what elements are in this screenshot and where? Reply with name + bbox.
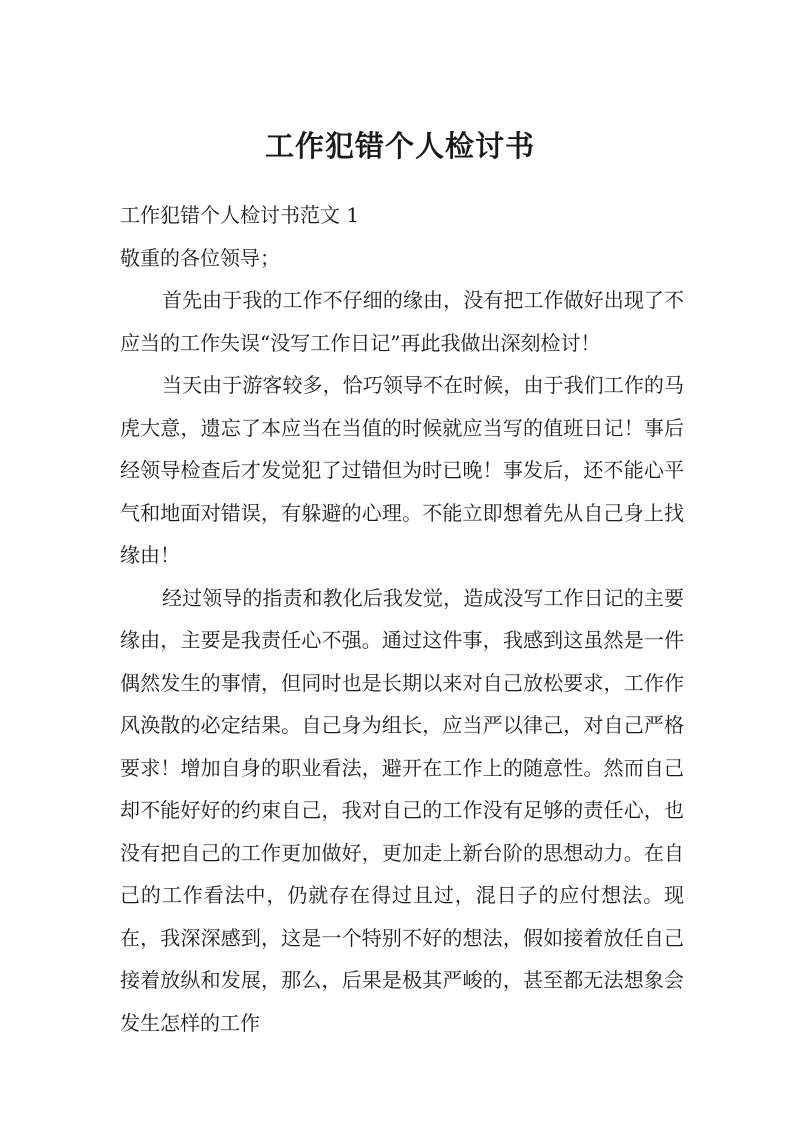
salutation: 敬重的各位领导； (120, 245, 280, 270)
paragraph-1: 首先由于我的工作不仔细的缘由，没有把工作做好出现了不应当的工作失误“没写工作日记”再此我做出深刻检讨！ (120, 288, 684, 355)
document-title: 工作犯错个人检讨书 (264, 129, 535, 163)
document-subtitle: 工作犯错个人检讨书范文 1 (120, 203, 360, 227)
paragraph-3: 经过领导的指责和教化后我发觉，造成没写工作日记的主要缘由，主要是我责任心不强。通过这件事，我感到这虽然是一件偶然发生的事情，但同时也是长期以来对自己放松要求，工作作风涣散的必定结果。自己身为组长，应当严以律己，对自己严格要求！增加自身的职业看法，避开在工作上的随意性。然而自己却不能好好的约束自己，我对自己的工作没有足够的责任心，也没有把自己的工作更加做好，更加走上新台阶的思想动力。在自己的工作看法中，仍就存在得过且过，混日子的应付想法。现在，我深深感到，这是一个特别不好的想法，假如接着放任自己接着放纵和发展，那么，后果是极其严峻的，甚至都无法想象会发生怎样的工作 (120, 585, 684, 1035)
document-body (120, 194, 684, 1044)
paragraph-2: 当天由于游客较多，恰巧领导不在时候，由于我们工作的马虎大意，遗忘了本应当在当值的时候就应当写的值班日记！事后经领导检查后才发觉犯了过错但为时已晚！事发后，还不能心平气和地面对错误，有躲避的心理。不能立即想着先从自己身上找缘由！ (120, 373, 684, 567)
